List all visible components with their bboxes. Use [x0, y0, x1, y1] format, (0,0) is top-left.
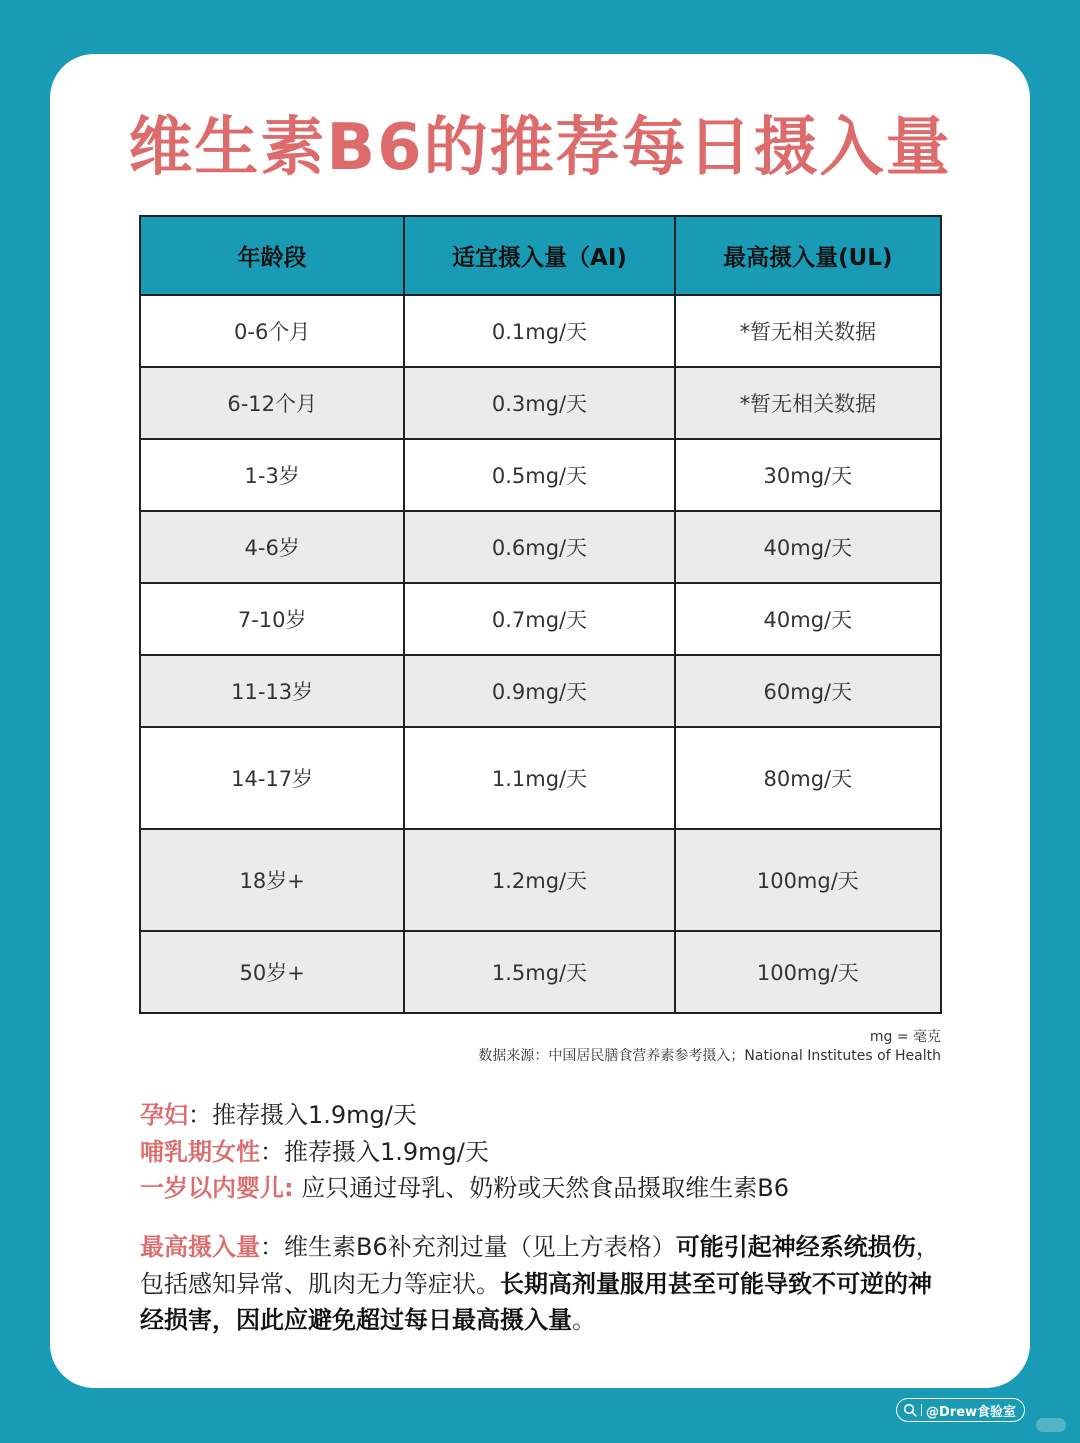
special-group-pregnant [140, 1097, 789, 1134]
warning-paragraph [140, 1229, 950, 1339]
warning-bold-text: 长期高剂量服用甚至可能导致不可逆的神经损害，因此应避免超过每日最高摄入量 [140, 1269, 932, 1334]
age-cell: 14-17岁 [140, 727, 404, 829]
special-group-infant [140, 1170, 789, 1207]
table-row [140, 655, 941, 727]
group-text: 推荐摄入1.9mg/天 [284, 1137, 489, 1166]
age-cell: 6-12个月 [140, 367, 404, 439]
group-separator: ： [188, 1101, 212, 1129]
table-row [140, 511, 941, 583]
table-row [140, 295, 941, 367]
ul-cell: 100mg/天 [675, 829, 941, 931]
table-header-row [140, 216, 941, 295]
watermark-divider [921, 1404, 922, 1416]
warning-end: 。 [572, 1306, 596, 1334]
group-text: 推荐摄入1.9mg/天 [212, 1101, 417, 1129]
intake-table [139, 215, 942, 1014]
age-cell: 7-10岁 [140, 583, 404, 655]
ai-cell: 1.2mg/天 [404, 829, 674, 931]
group-text: 应只通过母乳、奶粉或天然食品摄取维生素B6 [301, 1174, 789, 1202]
table-row [140, 367, 941, 439]
source-note: 数据来源：中国居民膳食营养素参考摄入；National Institutes of Health [478, 1048, 941, 1064]
page-title: 维生素B6的推荐每日摄入量 [128, 111, 952, 185]
watermark-badge [896, 1398, 1025, 1422]
age-cell: 18岁+ [140, 829, 404, 931]
watermark-handle: @Drew食验室 [926, 1404, 1017, 1420]
ai-cell: 0.3mg/天 [404, 367, 674, 439]
ai-cell: 1.1mg/天 [404, 727, 674, 829]
ul-cell: *暂无相关数据 [675, 367, 941, 439]
warning-text: 维生素B6补充剂过量（见上方表格） [284, 1233, 676, 1261]
age-cell: 1-3岁 [140, 439, 404, 511]
age-cell: 50岁+ [140, 931, 404, 1013]
age-cell: 4-6岁 [140, 511, 404, 583]
ai-cell: 0.9mg/天 [404, 655, 674, 727]
special-group-lactating [140, 1134, 789, 1171]
table-row [140, 439, 941, 511]
table-row [140, 931, 941, 1013]
column-header-ai: 适宜摄入量（AI) [404, 216, 674, 295]
ul-cell: 40mg/天 [675, 583, 941, 655]
ul-cell: *暂无相关数据 [675, 295, 941, 367]
search-icon [903, 1403, 917, 1417]
column-header-ul: 最高摄入量(UL) [675, 216, 941, 295]
table-row [140, 583, 941, 655]
ai-cell: 0.6mg/天 [404, 511, 674, 583]
ai-cell: 0.1mg/天 [404, 295, 674, 367]
warning-separator: ： [260, 1233, 284, 1261]
group-separator: ： [260, 1137, 284, 1166]
ai-cell: 0.7mg/天 [404, 583, 674, 655]
table-row [140, 829, 941, 931]
ul-cell: 100mg/天 [675, 931, 941, 1013]
age-cell: 11-13岁 [140, 655, 404, 727]
unit-note: mg = 毫克 [869, 1029, 941, 1045]
ai-cell: 0.5mg/天 [404, 439, 674, 511]
warning-label: 最高摄入量 [140, 1233, 260, 1261]
content-card [50, 54, 1030, 1388]
table-row [140, 727, 941, 829]
warning-bold-text: 可能引起神经系统损伤 [675, 1233, 916, 1261]
group-label: 一岁以内婴儿: [140, 1174, 294, 1202]
group-label: 孕妇 [140, 1101, 188, 1129]
ul-cell: 40mg/天 [675, 511, 941, 583]
special-groups [140, 1097, 789, 1207]
column-header-age: 年龄段 [140, 216, 404, 295]
corner-logo-mark [1036, 1418, 1066, 1432]
ul-cell: 30mg/天 [675, 439, 941, 511]
ul-cell: 60mg/天 [675, 655, 941, 727]
age-cell: 0-6个月 [140, 295, 404, 367]
ai-cell: 1.5mg/天 [404, 931, 674, 1013]
warning-text: ，包括感知异常、肌肉无力等症状。 [140, 1233, 940, 1298]
group-label: 哺乳期女性 [140, 1137, 260, 1166]
ul-cell: 80mg/天 [675, 727, 941, 829]
